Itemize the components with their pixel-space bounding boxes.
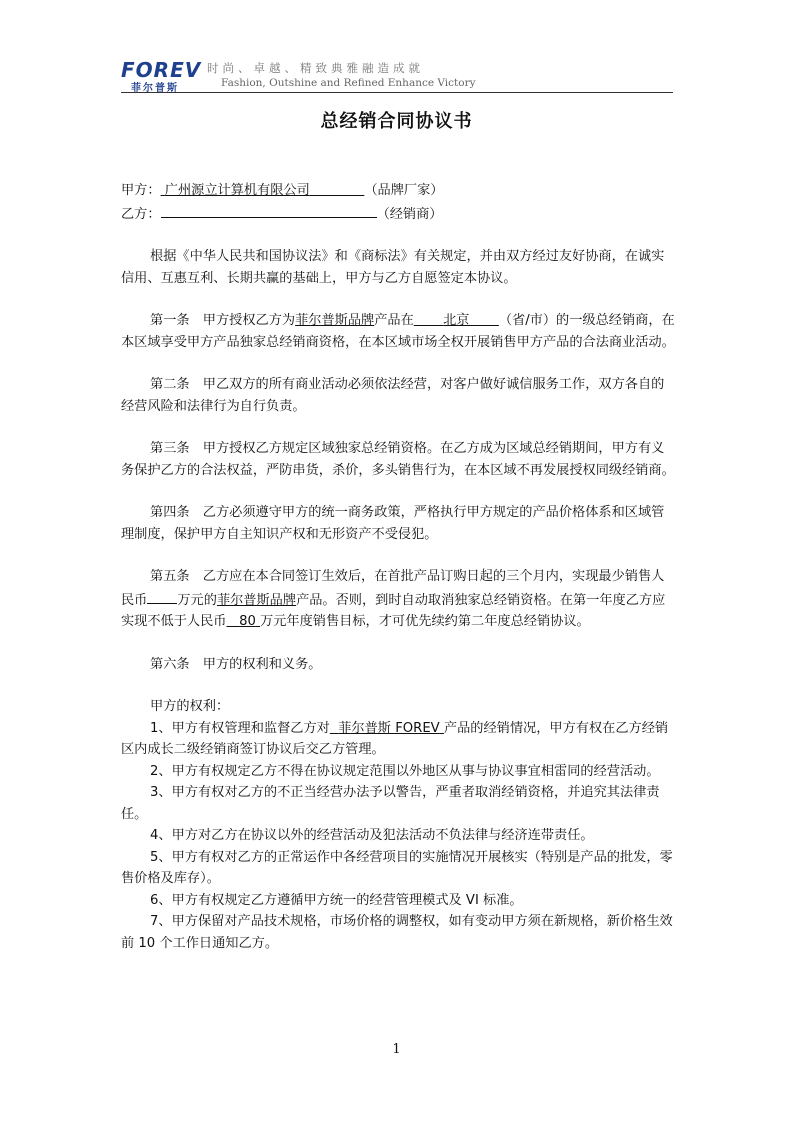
article-1-brand: 菲尔普斯品牌 bbox=[295, 313, 375, 328]
article-3: 第三条 甲方授权乙方规定区域独家总经销资格。在乙方成为区域总经销期间，甲方有义务保护乙方的合法权益，严防串货，杀价，多头销售行为，在本区域不再发展授权同级经销商。 bbox=[121, 441, 675, 478]
party-b-blank bbox=[161, 202, 377, 218]
right-item: 2、甲方有权规定乙方不得在协议规定范围以外地区从事与协议事宜相雷同的经营活动。 bbox=[150, 763, 660, 779]
article-5-brand: 菲尔普斯品牌 bbox=[216, 592, 297, 608]
article-1: 第一条 甲方授权乙方为菲尔普斯品牌产品在 北京 （省/市）的一级总经销商，在本区域享受甲方产品独家总经销商资格，在本区域市场全权开展销售甲方产品的合法商业活动。 bbox=[121, 313, 675, 350]
party-b-note: （经销商） bbox=[376, 206, 443, 222]
article-5-blank bbox=[147, 588, 177, 604]
party-b-line bbox=[121, 202, 676, 226]
party-a-line bbox=[121, 180, 676, 202]
article-6: 第六条 甲方的权利和义务。 bbox=[150, 656, 322, 672]
right-item: 5、甲方有权对乙方的正常运作中各经营项目的实施情况开展核实（特别是产品的批发，零售价格及库存）。 bbox=[121, 849, 673, 886]
right-1-brand: 菲尔普斯 FOREV bbox=[338, 720, 440, 736]
party-a-value: 广州源立计算机有限公司 bbox=[164, 183, 310, 198]
document-body bbox=[121, 180, 676, 954]
right-item: 6、甲方有权规定乙方遵循甲方统一的经营管理模式及 VI 标准。 bbox=[150, 892, 523, 908]
document-title: 总经销合同协议书 bbox=[320, 111, 473, 132]
page-header bbox=[121, 55, 673, 93]
right-item: 4、甲方对乙方在协议以外的经营活动及犯法活动不负法律与经济连带责任。 bbox=[150, 828, 594, 843]
article-4: 第四条 乙方必须遵守甲方的统一商务政策，严格执行甲方规定的产品价格体系和区域管理制度，保护甲方自主知识产权和无形资产不受侵犯。 bbox=[121, 505, 665, 542]
right-item: 3、甲方有权对乙方的不正当经营办法予以警告，严重者取消经销资格，并追究其法律责任。 bbox=[121, 785, 660, 822]
slogan-chinese: 时尚、卓越、精致典雅融造成就 bbox=[207, 61, 424, 75]
rights-title: 甲方的权利： bbox=[150, 699, 230, 714]
right-item-1: 1、甲方有权管理和监督乙方对 菲尔普斯 FOREV 产品的经销情况，甲方有权在乙方经销区内成长二级经销商签订协议后交乙方管理。 bbox=[121, 720, 669, 757]
intro-paragraph: 根据《中华人民共和国协议法》和《商标法》有关规定，并由双方经过友好协商，在诚实信用、互惠互利、长期共赢的基础上，甲方与乙方自愿签定本协议。 bbox=[121, 249, 665, 286]
article-5: 第五条 乙方应在本合同签订生效后，在首批产品订购日起的三个月内，实现最少销售人民币 万元的菲尔普斯品牌产品。否则，到时自动取消独家总经销资格。在第一年度乙方应实现不低于人民币 80 万元年度销售目标，才可优先续约第二年度总经销协议。 bbox=[121, 569, 666, 629]
right-item: 7、甲方保留对产品技术规格，市场价格的调整权，如有变动甲方须在新规格，新价格生效前 10 个工作日通知乙方。 bbox=[121, 914, 673, 951]
logo-chinese-name: 菲尔普斯 bbox=[131, 83, 179, 94]
slogan-english: Fashion, Outshine and Refined Enhance Victory bbox=[221, 77, 476, 89]
article-1-region: 北京 bbox=[443, 313, 470, 328]
party-b-label: 乙方： bbox=[121, 206, 161, 222]
party-a-note: （品牌厂家） bbox=[364, 183, 444, 198]
article-5-amount: 80 bbox=[239, 614, 256, 629]
party-a-label: 甲方： bbox=[121, 183, 161, 198]
forev-logo: FOREV bbox=[121, 58, 202, 82]
page-number: 1 bbox=[392, 1042, 401, 1057]
article-2: 第二条 甲乙双方的所有商业活动必须依法经营，对客户做好诚信服务工作，双方各自的经营风险和法律行为自行负责。 bbox=[121, 377, 665, 414]
header-divider bbox=[121, 92, 673, 93]
